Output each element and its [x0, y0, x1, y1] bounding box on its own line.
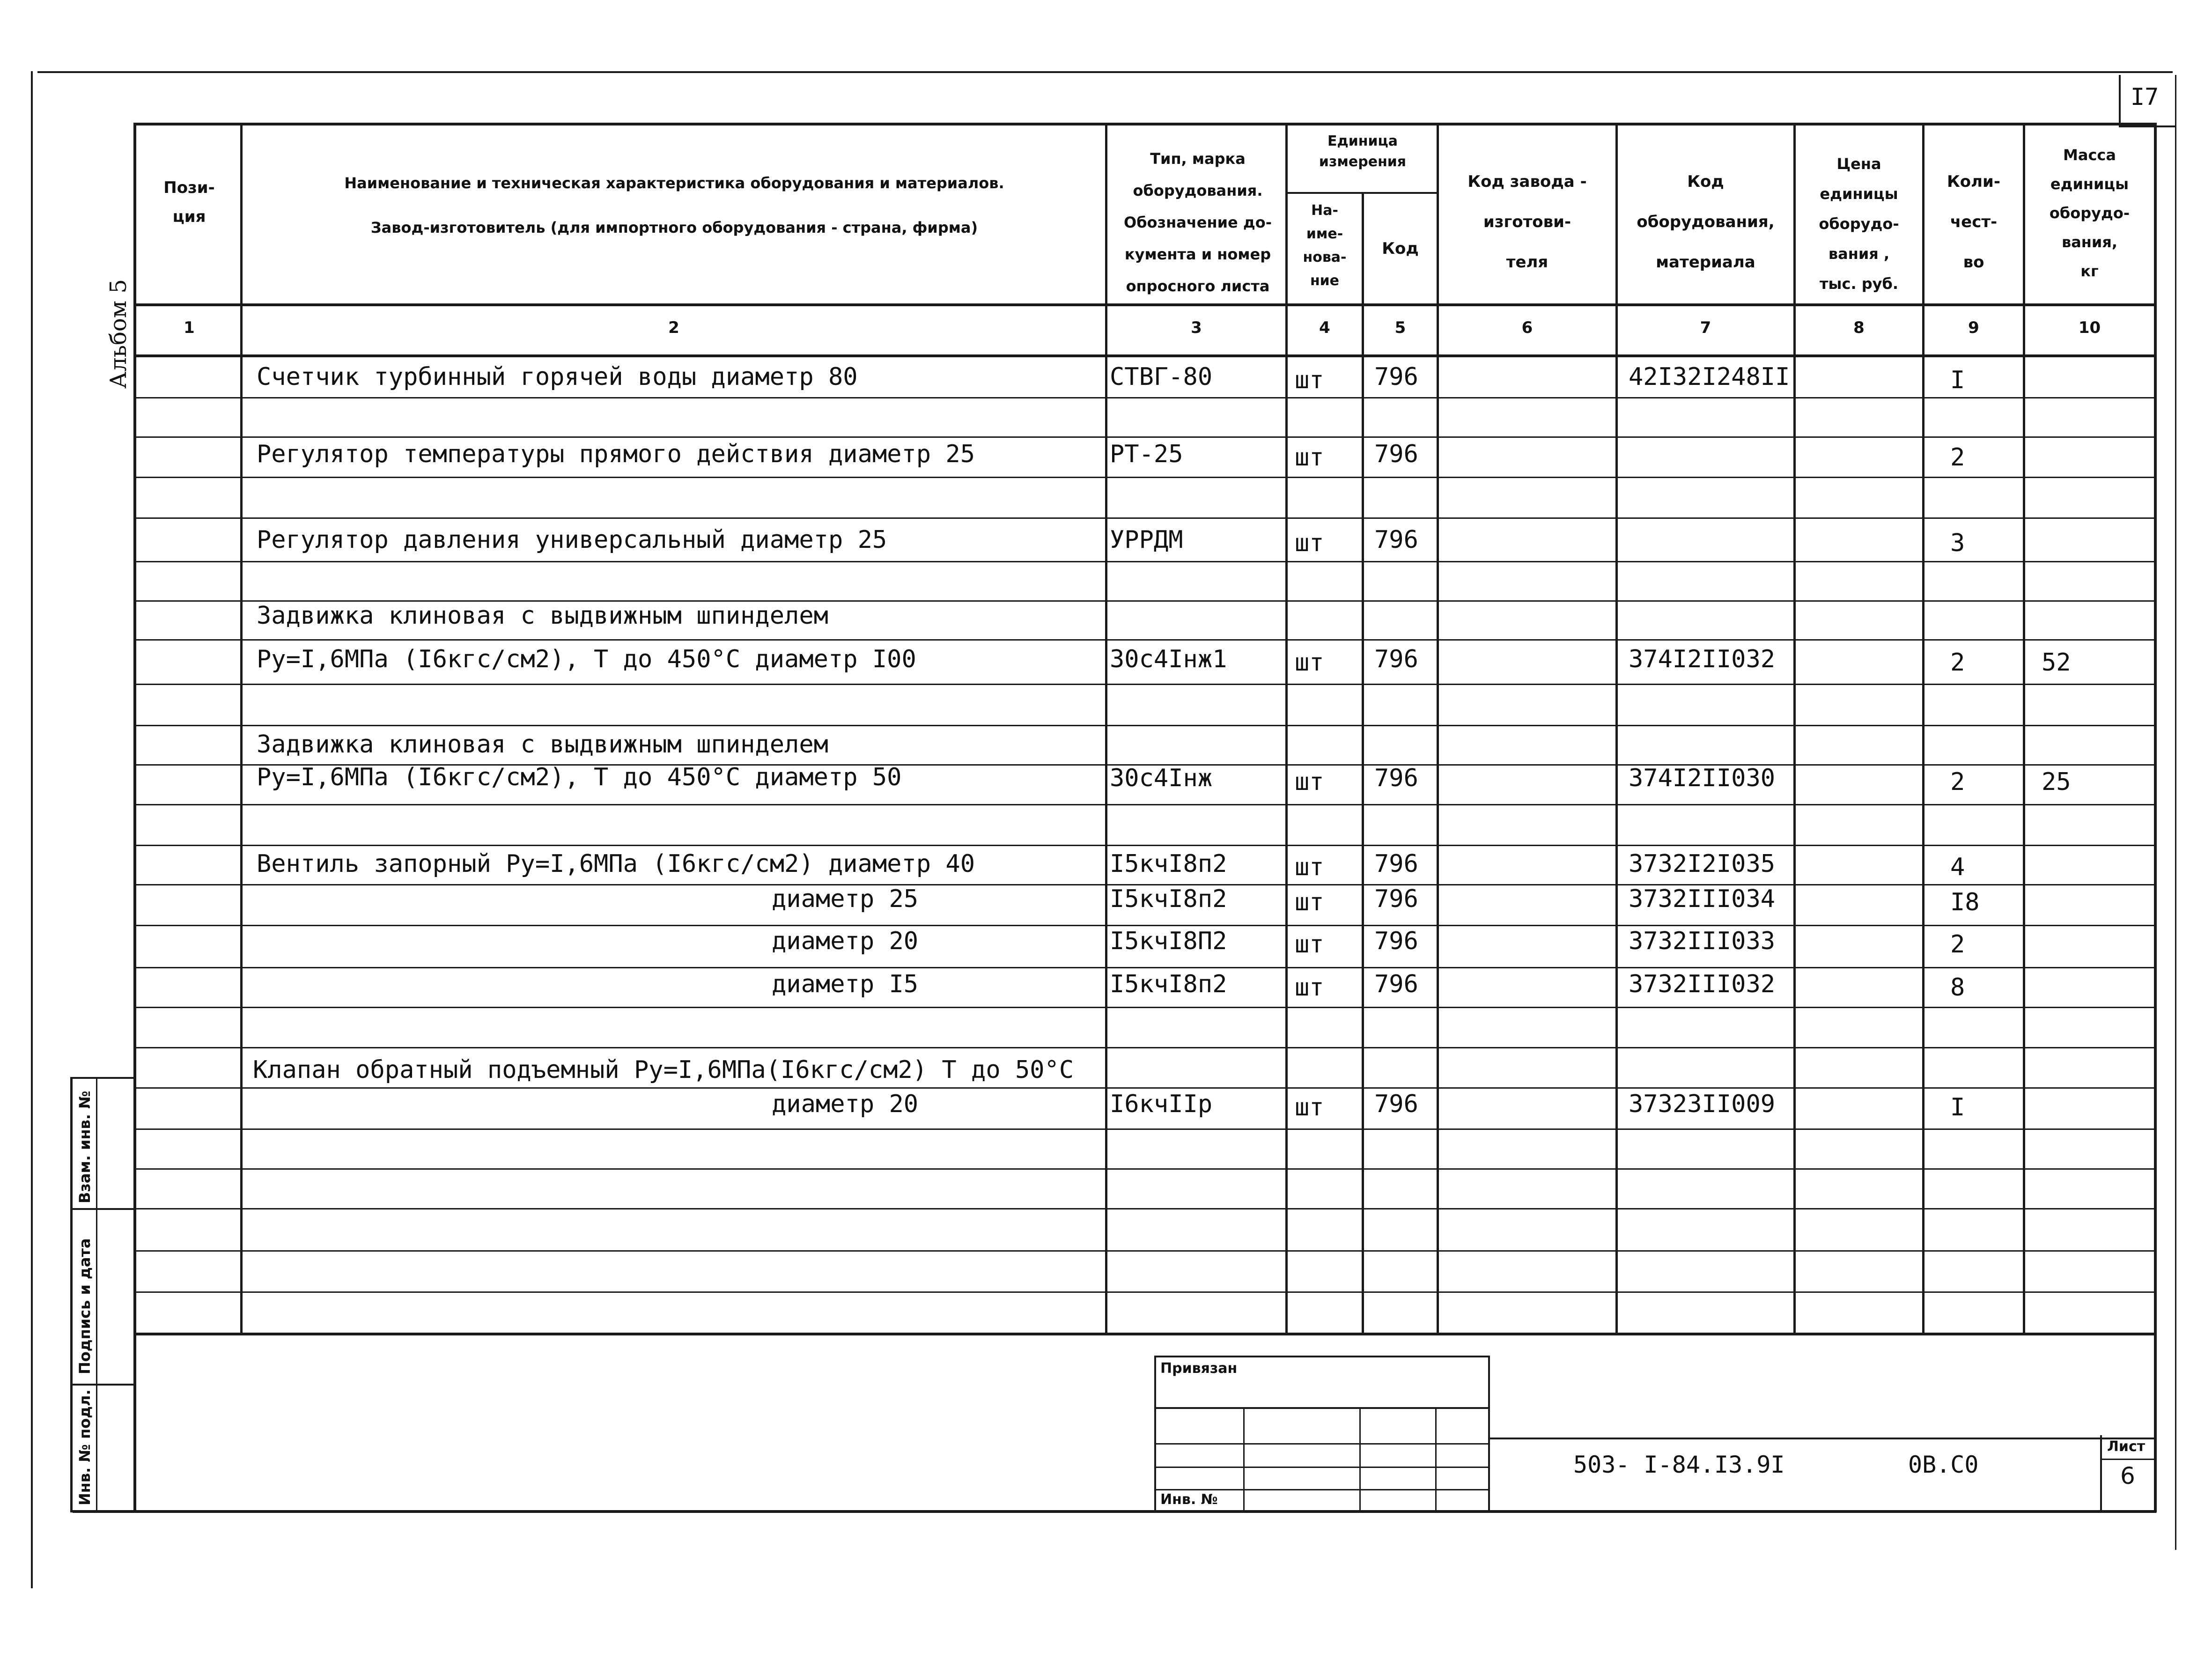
row-name: диаметр 20	[772, 927, 919, 955]
document-mark: 0В.С0	[1908, 1451, 1979, 1478]
row-type: I5кчI8п2	[1110, 970, 1227, 998]
row-type: УРРДМ	[1110, 526, 1183, 554]
row-type: 30с4Iнж	[1110, 764, 1213, 792]
row-code: 796	[1374, 970, 1418, 998]
row-unit: шт	[1295, 649, 1324, 677]
header-factory-code: Код завода - изготови- теля	[1467, 172, 1587, 272]
row-name: Задвижка клиновая с выдвижным шпинделем	[257, 602, 828, 630]
header-position: Пози- ция	[163, 178, 215, 226]
header-unit-code: Код	[1382, 239, 1419, 258]
row-code: 796	[1374, 885, 1418, 913]
row-name: Счетчик турбинный горячей воды диаметр 80	[257, 363, 858, 391]
row-unit: шт	[1295, 529, 1324, 557]
col-num-9: 9	[1968, 318, 1979, 337]
table-right	[2154, 123, 2157, 1512]
colnum-bottom	[133, 354, 2156, 357]
row-name: диаметр I5	[772, 970, 919, 998]
header-quantity: Коли- чест- во	[1947, 172, 2000, 272]
table-top	[133, 123, 2156, 125]
frame-right	[2175, 75, 2176, 1550]
row-mat-code: 3732I2I035	[1629, 850, 1776, 878]
col-num-6: 6	[1521, 318, 1533, 337]
row-unit: шт	[1295, 853, 1324, 881]
row-mat-code: 37323II009	[1629, 1090, 1776, 1118]
inv-no-label: Инв. №	[1160, 1491, 1218, 1508]
row-type: I5кчI8П2	[1110, 927, 1227, 955]
row-mat-code: 3732III034	[1629, 885, 1776, 913]
row-name: диаметр 25	[772, 885, 919, 913]
col-num-7: 7	[1700, 318, 1711, 337]
list-number: 6	[2120, 1462, 2135, 1489]
row-type: РТ-25	[1110, 440, 1183, 468]
row-qty: 2	[1950, 649, 1965, 677]
row-name: Вентиль запорный Ру=I,6МПа (I6кгс/см2) диаметр 40	[257, 850, 975, 878]
col-num-4: 4	[1319, 318, 1330, 337]
header-price: Цена единицы оборудо- вания , тыс. руб.	[1819, 155, 1899, 293]
row-type: I5кчI8п2	[1110, 850, 1227, 878]
row-mass: 25	[2042, 768, 2071, 796]
row-qty: 3	[1950, 529, 1965, 557]
row-qty: I	[1950, 366, 1965, 394]
row-mat-code: 3732III033	[1629, 927, 1776, 955]
header-unit-name: На- име- нова- ние	[1303, 202, 1347, 289]
privyazan-label: Привязан	[1160, 1360, 1238, 1377]
header-type: Тип, марка оборудования. Обозначение до- кумента и номер опросного листа	[1124, 150, 1272, 295]
row-name: Задвижка клиновая с выдвижным шпинделем	[257, 730, 828, 759]
row-type: I5кчI8п2	[1110, 885, 1227, 913]
row-mass: 52	[2042, 649, 2071, 677]
row-code: 796	[1374, 440, 1418, 468]
table-left	[133, 123, 136, 1512]
row-code: 796	[1374, 764, 1418, 792]
col-num-8: 8	[1853, 318, 1865, 337]
row-name: Регулятор температуры прямого действия диаметр 25	[257, 440, 975, 468]
header-name-line2: Завод-изготовитель (для импортного оборудования - страна, фирма)	[370, 219, 978, 236]
row-code: 796	[1374, 363, 1418, 391]
row-unit: шт	[1295, 888, 1324, 916]
row-name: Клапан обратный подъемный Ру=I,6МПа(I6кгс/см2) Т до 50°С	[253, 1056, 1074, 1084]
header-material-code: Код оборудования, материала	[1637, 172, 1775, 272]
row-name: диаметр 20	[772, 1090, 919, 1118]
table-bottom	[133, 1333, 2156, 1335]
row-qty: I	[1950, 1093, 1965, 1121]
col-num-2: 2	[668, 318, 679, 337]
stamp-vzam: Взам. инв. №	[76, 1091, 94, 1203]
header-name-line1: Наименование и техническая характеристика оборудования и материалов.	[344, 174, 1004, 192]
row-qty: 2	[1950, 443, 1965, 472]
row-unit: шт	[1295, 1093, 1324, 1121]
row-unit: шт	[1295, 443, 1324, 472]
row-code: 796	[1374, 1090, 1418, 1118]
row-name: Ру=I,6МПа (I6кгс/см2), Т до 450°С диаметр 50	[257, 763, 902, 791]
header-unit: Единица измерения	[1319, 133, 1407, 170]
row-code: 796	[1374, 526, 1418, 554]
row-mat-code: 374I2II030	[1629, 764, 1776, 792]
header-mass: Масса единицы оборудо- вания, кг	[2049, 146, 2130, 280]
row-type: 30с4Iнж1	[1110, 645, 1227, 673]
row-code: 796	[1374, 645, 1418, 673]
row-unit: шт	[1295, 366, 1324, 394]
col-num-5: 5	[1394, 318, 1406, 337]
row-type: I6кчIIр	[1110, 1090, 1213, 1118]
row-code: 796	[1374, 850, 1418, 878]
col-num-10: 10	[2078, 318, 2101, 337]
stamp-podpis: Подпись и дата	[76, 1238, 94, 1374]
sheet-corner-number: I7	[2131, 83, 2159, 111]
stamp-inv-podl: Инв. № подл.	[76, 1389, 94, 1505]
row-code: 796	[1374, 927, 1418, 955]
list-label: Лист	[2107, 1438, 2146, 1455]
row-qty: 2	[1950, 768, 1965, 796]
frame-top	[37, 71, 2173, 73]
row-mat-code: 374I2II032	[1629, 645, 1776, 673]
row-mat-code: 42I32I248II	[1629, 363, 1790, 391]
col-num-3: 3	[1191, 318, 1202, 337]
row-name: Ру=I,6МПа (I6кгс/см2), Т до 450°С диаметр I00	[257, 645, 916, 673]
row-qty: 2	[1950, 930, 1965, 959]
col-num-1: 1	[184, 318, 195, 337]
row-qty: 8	[1950, 973, 1965, 1002]
row-type: СТВГ-80	[1110, 363, 1213, 391]
frame-left	[31, 71, 33, 1588]
album-label: Альбом 5	[105, 279, 132, 389]
row-qty: 4	[1950, 853, 1965, 881]
row-mat-code: 3732III032	[1629, 970, 1776, 998]
row-unit: шт	[1295, 768, 1324, 796]
row-unit: шт	[1295, 973, 1324, 1002]
frame-bottom	[73, 1510, 2156, 1513]
document-code: 503- I-84.I3.9I	[1573, 1451, 1785, 1478]
row-unit: шт	[1295, 930, 1324, 959]
header-bottom	[133, 303, 2156, 306]
row-name: Регулятор давления универсальный диаметр 25	[257, 526, 887, 554]
row-qty: I8	[1950, 888, 1980, 916]
